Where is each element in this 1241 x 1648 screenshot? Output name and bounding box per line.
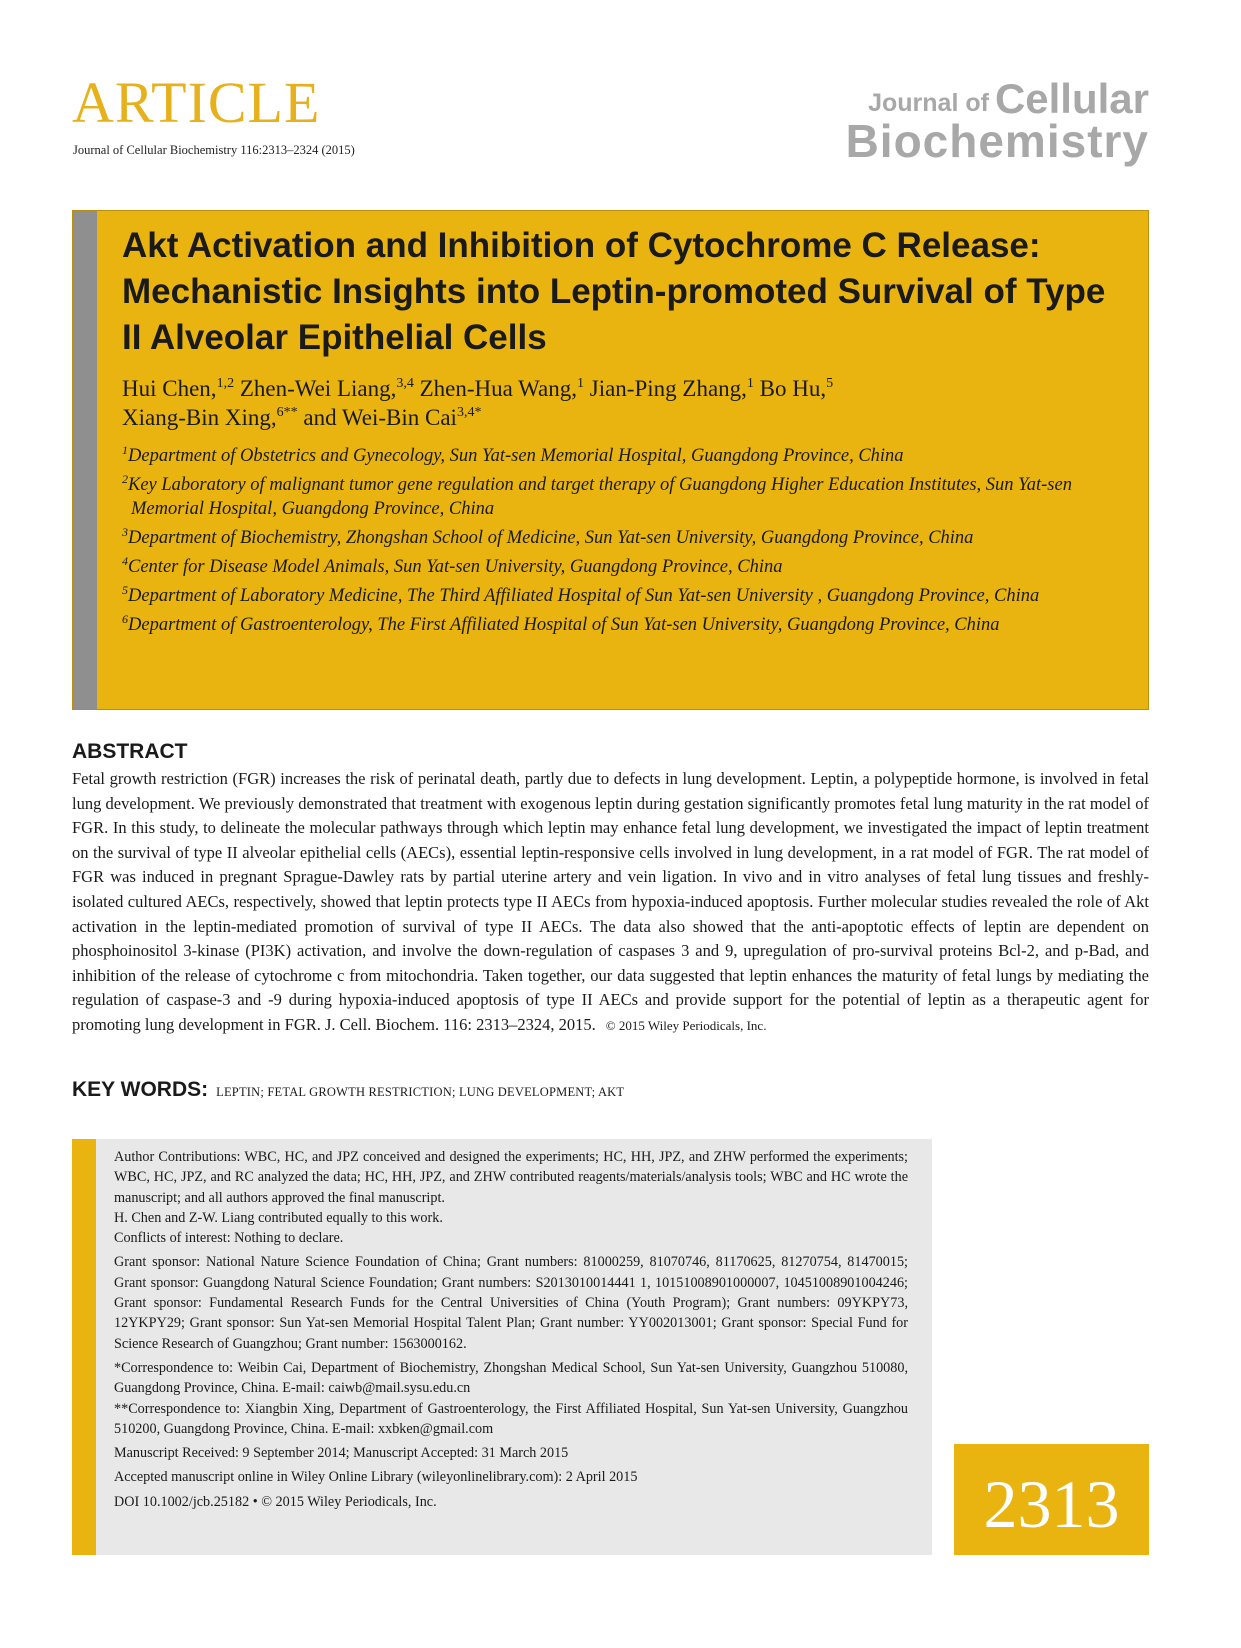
- affiliation: [122, 473, 1132, 521]
- grant-sponsors: Grant sponsor: National Nature Science Foundation of China; Grant numbers: 81000259, 81070746, 81170625, 81270754, 81470015; Grant sponsor: Guangdong Natural Science Foundation; Grant numbers: S2013010014441 1, 10151008901000007, 10451008901004246; Grant sponsor: Fundamental Research Funds for the Central Universities of China (Youth Program); Grant numbers: 09YKPY73, 12YKPY29; Grant sponsor: Sun Yat-sen Memorial Hospital Talent Plan; Grant number: YY002013001; Grant sponsor: Special Fund for Science Research of Guangzhou; Grant number: 1563000162.: [114, 1254, 908, 1352]
- abstract-body: [72, 767, 1149, 1039]
- author: [760, 376, 833, 401]
- affiliation-text: Department of Obstetrics and Gynecology, Sun Yat-sen Memorial Hospital, Guangdong Province, China: [128, 446, 904, 466]
- affiliation-number: 4: [122, 554, 128, 568]
- conflicts-of-interest: Conflicts of interest: Nothing to declare.: [114, 1230, 344, 1247]
- affiliation-number: 2: [122, 472, 128, 486]
- author: [303, 405, 481, 430]
- footnote-accent-bar: [72, 1139, 96, 1555]
- author: [590, 376, 754, 401]
- author-name: Xiang-Bin Xing,: [122, 405, 277, 430]
- title-block-accent-bar: [73, 211, 97, 709]
- author-affiliation-marker: 1: [577, 376, 584, 391]
- doi-line: DOI 10.1002/jcb.25182 • © 2015 Wiley Periodicals, Inc.: [114, 1493, 437, 1510]
- affiliation-list: [122, 444, 1132, 642]
- keywords-text: LEPTIN; FETAL GROWTH RESTRICTION; LUNG DEVELOPMENT; AKT: [216, 1085, 625, 1099]
- author-name: Hui Chen,: [122, 376, 217, 401]
- author: [420, 376, 584, 401]
- affiliation-number: 3: [122, 525, 128, 539]
- author-affiliation-marker: 1: [746, 376, 754, 391]
- affiliation-text: Department of Laboratory Medicine, The Third Affiliated Hospital of Sun Yat-sen University , Guangdong Province, China: [128, 586, 1040, 606]
- title-block: [72, 210, 1149, 710]
- affiliation-number: 5: [122, 583, 128, 597]
- abstract-heading: ABSTRACT: [72, 740, 188, 763]
- author-name: and Wei-Bin Cai: [303, 405, 457, 430]
- journal-logo-line1b: Cellular: [994, 75, 1149, 122]
- affiliation-number: 6: [122, 612, 128, 626]
- author: [122, 405, 298, 430]
- journal-logo-line1a: Journal of: [868, 89, 989, 117]
- abstract-text: Fetal growth restriction (FGR) increases the risk of perinatal death, partly due to defects in lung development. Leptin, a polypeptide hormone, is involved in fetal lung development. We previously demonstrated that treatment with exogenous leptin during gestation significantly promotes fetal lung maturity in the rat model of FGR. In this study, to delineate the molecular pathways through which leptin may enhance fetal lung development, we investigated the impact of leptin treatment on the survival of type II alveolar epithelial cells (AECs), essential leptin-responsive cells involved in lung development, in a rat model of FGR. The rat model of FGR was induced in pregnant Sprague-Dawley rats by partial uterine artery and vein ligation. In vivo and in vitro analyses of fetal lung tissues and freshly-isolated cultured AECs, respectively, showed that leptin protects type II AECs from hypoxia-induced apoptosis. Further molecular studies revealed the role of Akt activation in the leptin-mediated promotion of survival of type II AECs. The data also showed that the anti-apoptotic effects of leptin are dependent on phosphoinositol 3-kinase (PI3K) activation, and involve the down-regulation of caspases 3 and 9, upregulation of pro-survival proteins Bcl-2, and p-Bad, and inhibition of the release of cytochrome c from mitochondria. Taken together, our data suggested that leptin enhances the maturity of fetal lungs by mediating the regulation of caspase-3 and -9 during hypoxia-induced apoptosis of type II AECs and provide support for the potential of leptin as a therapeutic agent for promoting lung development in FGR. J. Cell. Biochem. 116: 2313–2324, 2015.: [72, 769, 1149, 1034]
- online-publication: Accepted manuscript online in Wiley Online Library (wileyonlinelibrary.com): 2 April 2015: [114, 1469, 638, 1486]
- equal-contribution-note: H. Chen and Z-W. Liang contributed equally to this work.: [114, 1209, 443, 1226]
- manuscript-dates: Manuscript Received: 9 September 2014; Manuscript Accepted: 31 March 2015: [114, 1445, 569, 1462]
- journal-logo-line2: Biochemistry: [845, 115, 1149, 167]
- journal-citation: Journal of Cellular Biochemistry 116:2313–2324 (2015): [73, 143, 355, 157]
- affiliation-text: Department of Biochemistry, Zhongshan School of Medicine, Sun Yat-sen University, Guangdong Province, China: [128, 528, 974, 548]
- article-label: ARTICLE: [72, 70, 321, 135]
- affiliation: [122, 584, 1132, 608]
- author-name: Bo Hu,: [759, 376, 827, 401]
- journal-logo: [845, 75, 1149, 167]
- keywords-heading: KEY WORDS:: [72, 1078, 209, 1101]
- abstract-copyright: © 2015 Wiley Periodicals, Inc.: [605, 1017, 767, 1033]
- author-contributions: Author Contributions: WBC, HC, and JPZ conceived and designed the experiments; HC, HH, JPZ, and ZHW performed the experiments; WBC, HC, JPZ, and RC analyzed the data; HC, HH, JPZ, and ZHW contributed reagents/materials/analysis tools; WBC and HC wrote the manuscript; and all authors approved the final manuscript.: [114, 1149, 908, 1206]
- affiliation-text: Department of Gastroenterology, The First Affiliated Hospital of Sun Yat-sen University, Guangdong Province, China: [128, 615, 1000, 635]
- affiliation: [122, 555, 1132, 579]
- article-title: Akt Activation and Inhibition of Cytochrome C Release: Mechanistic Insights into Leptin-promoted Survival of Type II Alveolar Epithelial Cells: [122, 226, 1106, 357]
- correspondence-2: **Correspondence to: Xiangbin Xing, Department of Gastroenterology, the First Affiliated Hospital, Sun Yat-sen University, Guangzhou 510200, Guangdong Province, China. E-mail: xxbken@gmail.com: [114, 1400, 908, 1437]
- correspondence-1: *Correspondence to: Weibin Cai, Department of Biochemistry, Zhongshan Medical School, Sun Yat-sen University, Guangzhou 510080, Guangdong Province, China. E-mail: caiwb@mail.sysu.edu.cn: [114, 1359, 908, 1397]
- affiliation: [122, 444, 1132, 468]
- footnote-box: [72, 1139, 932, 1555]
- keywords: [72, 1078, 624, 1102]
- author-list: [122, 374, 1132, 432]
- affiliation: [122, 526, 1132, 550]
- affiliation-number: 1: [122, 443, 128, 457]
- author-affiliation-marker: 6**: [276, 405, 298, 420]
- page-number: 2313: [983, 1466, 1120, 1542]
- author: [122, 376, 234, 401]
- author-name: Jian-Ping Zhang,: [589, 376, 747, 401]
- author-affiliation-marker: 3,4*: [456, 405, 482, 420]
- author-name: Zhen-Hua Wang,: [419, 376, 577, 401]
- footnote-text: [114, 1147, 908, 1516]
- affiliation: [122, 613, 1132, 637]
- author-affiliation-marker: 1,2: [216, 376, 235, 391]
- author-affiliation-marker: 3,4: [396, 376, 414, 391]
- affiliation-text: Key Laboratory of malignant tumor gene regulation and target therapy of Guangdong Higher Education Institutes, Sun Yat-sen Memorial Hospital, Guangdong Province, China: [128, 475, 1072, 519]
- affiliation-text: Center for Disease Model Animals, Sun Yat-sen University, Guangdong Province, China: [128, 557, 783, 577]
- author-name: Zhen-Wei Liang,: [239, 376, 397, 401]
- author-affiliation-marker: 5: [826, 376, 834, 391]
- page-number-box: [954, 1444, 1149, 1555]
- author: [240, 376, 414, 401]
